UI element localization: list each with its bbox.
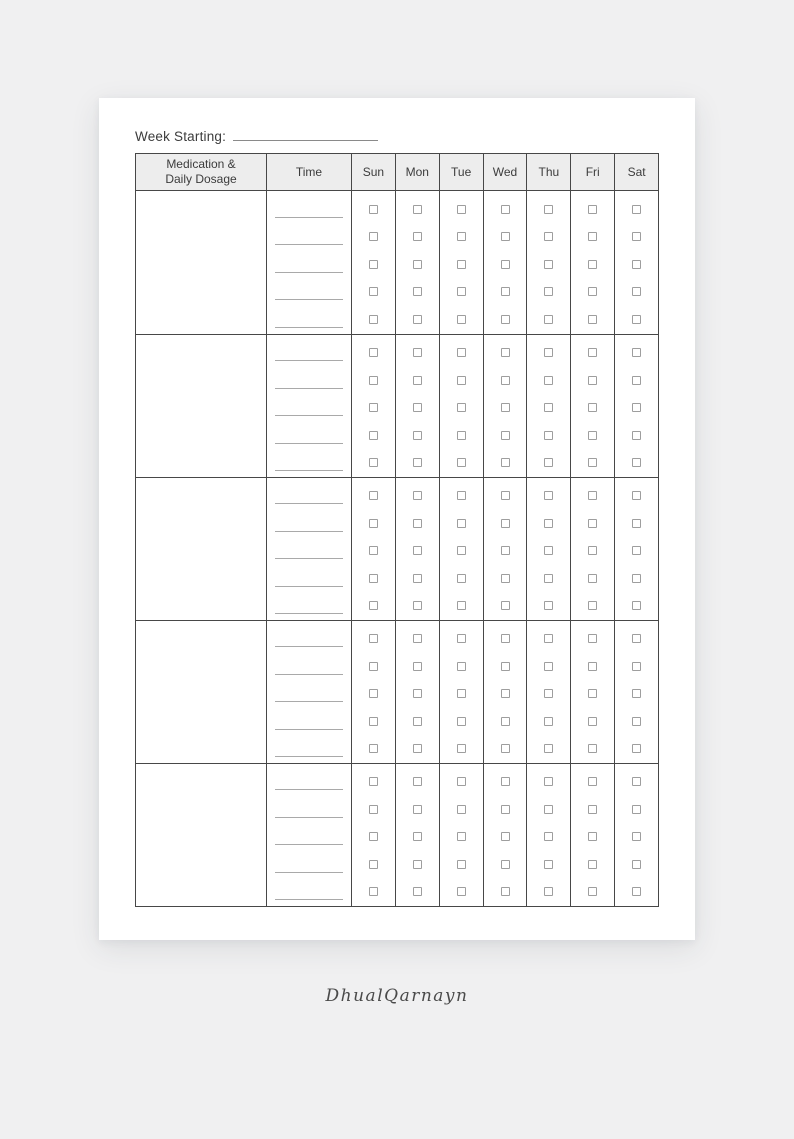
- time-entry-line[interactable]: [275, 756, 343, 757]
- time-entry-line[interactable]: [275, 299, 343, 300]
- day-column-cell: [615, 478, 658, 620]
- day-column-cell: [440, 478, 484, 620]
- dose-checkbox[interactable]: [588, 287, 597, 296]
- dose-checkbox[interactable]: [369, 574, 378, 583]
- dose-checkbox[interactable]: [588, 491, 597, 500]
- dose-checkbox[interactable]: [632, 546, 641, 555]
- day-column-cell: [484, 191, 528, 334]
- header-medication-line1: Medication &: [166, 157, 236, 171]
- time-entry-line[interactable]: [275, 844, 343, 845]
- dose-checkbox[interactable]: [544, 744, 553, 753]
- dose-checkbox[interactable]: [632, 574, 641, 583]
- dose-checkbox[interactable]: [588, 574, 597, 583]
- day-column-cell: [484, 335, 528, 477]
- dose-checkbox[interactable]: [501, 458, 510, 467]
- time-entry-line[interactable]: [275, 217, 343, 218]
- dose-checkbox[interactable]: [369, 777, 378, 786]
- dose-checkbox[interactable]: [632, 717, 641, 726]
- dose-checkbox[interactable]: [369, 634, 378, 643]
- dose-checkbox[interactable]: [413, 634, 422, 643]
- dose-checkbox[interactable]: [501, 634, 510, 643]
- dose-checkbox[interactable]: [501, 403, 510, 412]
- day-column-cell: [615, 191, 658, 334]
- dose-checkbox[interactable]: [544, 491, 553, 500]
- dose-checkbox[interactable]: [501, 860, 510, 869]
- dose-checkbox[interactable]: [544, 519, 553, 528]
- dose-checkbox[interactable]: [588, 546, 597, 555]
- dose-checkbox[interactable]: [544, 260, 553, 269]
- dose-checkbox[interactable]: [544, 601, 553, 610]
- dose-checkbox[interactable]: [369, 519, 378, 528]
- dose-checkbox[interactable]: [588, 431, 597, 440]
- dose-checkbox[interactable]: [501, 431, 510, 440]
- time-entry-line[interactable]: [275, 531, 343, 532]
- header-day-fri: Fri: [571, 154, 615, 190]
- dose-checkbox[interactable]: [588, 744, 597, 753]
- day-column-cell: [440, 764, 484, 906]
- dose-checkbox[interactable]: [501, 491, 510, 500]
- dose-checkbox[interactable]: [413, 232, 422, 241]
- dose-checkbox[interactable]: [588, 717, 597, 726]
- time-column-cell: [267, 621, 352, 763]
- dose-checkbox[interactable]: [369, 805, 378, 814]
- dose-checkbox[interactable]: [501, 689, 510, 698]
- dose-checkbox[interactable]: [413, 260, 422, 269]
- dose-checkbox[interactable]: [369, 662, 378, 671]
- dose-checkbox[interactable]: [632, 403, 641, 412]
- dose-checkbox[interactable]: [457, 403, 466, 412]
- dose-checkbox[interactable]: [457, 717, 466, 726]
- dose-checkbox[interactable]: [369, 232, 378, 241]
- dose-checkbox[interactable]: [369, 744, 378, 753]
- dose-checkbox[interactable]: [632, 205, 641, 214]
- dose-checkbox[interactable]: [544, 574, 553, 583]
- dose-checkbox[interactable]: [501, 376, 510, 385]
- dose-checkbox[interactable]: [457, 887, 466, 896]
- dose-checkbox[interactable]: [632, 689, 641, 698]
- time-entry-line[interactable]: [275, 646, 343, 647]
- day-column-cell: [396, 191, 440, 334]
- dose-checkbox[interactable]: [501, 744, 510, 753]
- day-column-cell: [352, 335, 396, 477]
- time-entry-line[interactable]: [275, 817, 343, 818]
- dose-checkbox[interactable]: [413, 376, 422, 385]
- day-column-cell: [527, 335, 571, 477]
- time-entry-line[interactable]: [275, 244, 343, 245]
- dose-checkbox[interactable]: [369, 546, 378, 555]
- dose-checkbox[interactable]: [544, 348, 553, 357]
- dose-checkbox[interactable]: [544, 805, 553, 814]
- dose-checkbox[interactable]: [632, 287, 641, 296]
- time-entry-line[interactable]: [275, 503, 343, 504]
- day-column-cell: [527, 764, 571, 906]
- header-day-sun: Sun: [352, 154, 396, 190]
- dose-checkbox[interactable]: [457, 601, 466, 610]
- dose-checkbox[interactable]: [544, 403, 553, 412]
- dose-checkbox[interactable]: [544, 287, 553, 296]
- dose-checkbox[interactable]: [369, 315, 378, 324]
- dose-checkbox[interactable]: [632, 315, 641, 324]
- medication-name-cell[interactable]: [136, 191, 267, 334]
- medication-block: [136, 620, 658, 763]
- time-column-cell: [267, 478, 352, 620]
- dose-checkbox[interactable]: [457, 491, 466, 500]
- header-day-thu: Thu: [527, 154, 571, 190]
- day-column-cell: [352, 621, 396, 763]
- dose-checkbox[interactable]: [588, 348, 597, 357]
- dose-checkbox[interactable]: [413, 887, 422, 896]
- dose-checkbox[interactable]: [457, 458, 466, 467]
- dose-checkbox[interactable]: [457, 662, 466, 671]
- time-entry-line[interactable]: [275, 674, 343, 675]
- dose-checkbox[interactable]: [501, 260, 510, 269]
- day-column-cell: [396, 478, 440, 620]
- dose-checkbox[interactable]: [632, 491, 641, 500]
- dose-checkbox[interactable]: [588, 458, 597, 467]
- dose-checkbox[interactable]: [413, 805, 422, 814]
- day-column-cell: [396, 335, 440, 477]
- dose-checkbox[interactable]: [632, 260, 641, 269]
- time-entry-line[interactable]: [275, 899, 343, 900]
- header-day-sat: Sat: [627, 164, 646, 179]
- time-entry-line[interactable]: [275, 789, 343, 790]
- dose-checkbox[interactable]: [544, 205, 553, 214]
- dose-checkbox[interactable]: [544, 232, 553, 241]
- dose-checkbox[interactable]: [632, 348, 641, 357]
- dose-checkbox[interactable]: [588, 689, 597, 698]
- dose-checkbox[interactable]: [632, 662, 641, 671]
- time-entry-line[interactable]: [275, 388, 343, 389]
- time-entry-line[interactable]: [275, 470, 343, 471]
- day-column-cell: [440, 335, 484, 477]
- day-column-cell: [615, 335, 658, 477]
- day-column-cell: [571, 764, 615, 906]
- dose-checkbox[interactable]: [501, 777, 510, 786]
- dose-checkbox[interactable]: [632, 601, 641, 610]
- day-column-cell: [615, 764, 658, 906]
- dose-checkbox[interactable]: [588, 519, 597, 528]
- dose-checkbox[interactable]: [369, 376, 378, 385]
- dose-checkbox[interactable]: [369, 887, 378, 896]
- tracker-page: [99, 98, 695, 940]
- dose-checkbox[interactable]: [544, 777, 553, 786]
- dose-checkbox[interactable]: [632, 805, 641, 814]
- dose-checkbox[interactable]: [588, 232, 597, 241]
- day-column-cell: [440, 191, 484, 334]
- dose-checkbox[interactable]: [369, 458, 378, 467]
- header-day-wed: Wed: [484, 154, 528, 190]
- medication-tracker-table: [135, 153, 659, 907]
- dose-checkbox[interactable]: [457, 744, 466, 753]
- dose-checkbox[interactable]: [588, 205, 597, 214]
- dose-checkbox[interactable]: [413, 689, 422, 698]
- dose-checkbox[interactable]: [501, 287, 510, 296]
- dose-checkbox[interactable]: [501, 574, 510, 583]
- dose-checkbox[interactable]: [413, 491, 422, 500]
- dose-checkbox[interactable]: [369, 348, 378, 357]
- day-column-cell: [527, 478, 571, 620]
- dose-checkbox[interactable]: [369, 287, 378, 296]
- time-entry-line[interactable]: [275, 872, 343, 873]
- time-entry-line[interactable]: [275, 701, 343, 702]
- dose-checkbox[interactable]: [632, 832, 641, 841]
- dose-checkbox[interactable]: [413, 717, 422, 726]
- dose-checkbox[interactable]: [501, 717, 510, 726]
- dose-checkbox[interactable]: [588, 777, 597, 786]
- time-entry-line[interactable]: [275, 729, 343, 730]
- dose-checkbox[interactable]: [413, 601, 422, 610]
- dose-checkbox[interactable]: [457, 634, 466, 643]
- dose-checkbox[interactable]: [501, 832, 510, 841]
- dose-checkbox[interactable]: [369, 205, 378, 214]
- header-day-tue: Tue: [440, 154, 484, 190]
- dose-checkbox[interactable]: [588, 860, 597, 869]
- dose-checkbox[interactable]: [369, 717, 378, 726]
- dose-checkbox[interactable]: [588, 634, 597, 643]
- dose-checkbox[interactable]: [369, 601, 378, 610]
- medication-name-cell[interactable]: [136, 621, 267, 763]
- medication-name-cell[interactable]: [136, 764, 267, 906]
- dose-checkbox[interactable]: [413, 662, 422, 671]
- time-entry-line[interactable]: [275, 360, 343, 361]
- dose-checkbox[interactable]: [457, 431, 466, 440]
- signature-text: DhualQarnayn: [325, 986, 469, 1006]
- header-day-mon: Mon: [396, 154, 440, 190]
- dose-checkbox[interactable]: [632, 634, 641, 643]
- medication-block: [136, 477, 658, 620]
- time-entry-line[interactable]: [275, 272, 343, 273]
- dose-checkbox[interactable]: [632, 232, 641, 241]
- dose-checkbox[interactable]: [588, 403, 597, 412]
- medication-block: [136, 763, 658, 906]
- medication-block: [136, 191, 658, 334]
- time-entry-line[interactable]: [275, 443, 343, 444]
- day-column-cell: [352, 478, 396, 620]
- dose-checkbox[interactable]: [544, 315, 553, 324]
- day-column-cell: [396, 621, 440, 763]
- dose-checkbox[interactable]: [632, 458, 641, 467]
- dose-checkbox[interactable]: [544, 546, 553, 555]
- dose-checkbox[interactable]: [632, 376, 641, 385]
- dose-checkbox[interactable]: [369, 403, 378, 412]
- time-column-cell: [267, 191, 352, 334]
- time-column-cell: [267, 764, 352, 906]
- header-medication-dosage: [136, 154, 267, 190]
- day-column-cell: [396, 764, 440, 906]
- day-column-cell: [527, 621, 571, 763]
- table-header-row: [136, 154, 658, 191]
- day-column-cell: [571, 621, 615, 763]
- dose-checkbox[interactable]: [413, 574, 422, 583]
- dose-checkbox[interactable]: [544, 376, 553, 385]
- dose-checkbox[interactable]: [413, 205, 422, 214]
- time-entry-line[interactable]: [275, 327, 343, 328]
- dose-checkbox[interactable]: [588, 662, 597, 671]
- dose-checkbox[interactable]: [632, 887, 641, 896]
- day-column-cell: [440, 621, 484, 763]
- time-column-cell: [267, 335, 352, 477]
- dose-checkbox[interactable]: [501, 805, 510, 814]
- table-body: [136, 191, 658, 906]
- dose-checkbox[interactable]: [413, 860, 422, 869]
- day-column-cell: [615, 621, 658, 763]
- dose-checkbox[interactable]: [544, 662, 553, 671]
- dose-checkbox[interactable]: [544, 431, 553, 440]
- medication-name-cell[interactable]: [136, 335, 267, 477]
- dose-checkbox[interactable]: [501, 315, 510, 324]
- dose-checkbox[interactable]: [413, 287, 422, 296]
- dose-checkbox[interactable]: [457, 260, 466, 269]
- dose-checkbox[interactable]: [501, 519, 510, 528]
- dose-checkbox[interactable]: [501, 662, 510, 671]
- dose-checkbox[interactable]: [413, 348, 422, 357]
- dose-checkbox[interactable]: [501, 546, 510, 555]
- day-column-cell: [484, 621, 528, 763]
- day-column-cell: [571, 478, 615, 620]
- dose-checkbox[interactable]: [369, 860, 378, 869]
- dose-checkbox[interactable]: [632, 519, 641, 528]
- dose-checkbox[interactable]: [369, 431, 378, 440]
- dose-checkbox[interactable]: [544, 860, 553, 869]
- dose-checkbox[interactable]: [588, 260, 597, 269]
- header-time: Time: [267, 154, 352, 190]
- week-starting-input-line[interactable]: [233, 129, 378, 141]
- day-column-cell: [571, 191, 615, 334]
- dose-checkbox[interactable]: [413, 458, 422, 467]
- medication-name-cell[interactable]: [136, 478, 267, 620]
- dose-checkbox[interactable]: [501, 348, 510, 357]
- dose-checkbox[interactable]: [588, 887, 597, 896]
- dose-checkbox[interactable]: [369, 491, 378, 500]
- dose-checkbox[interactable]: [588, 832, 597, 841]
- dose-checkbox[interactable]: [632, 744, 641, 753]
- dose-checkbox[interactable]: [544, 689, 553, 698]
- dose-checkbox[interactable]: [501, 601, 510, 610]
- dose-checkbox[interactable]: [457, 777, 466, 786]
- dose-checkbox[interactable]: [544, 887, 553, 896]
- dose-checkbox[interactable]: [457, 546, 466, 555]
- dose-checkbox[interactable]: [501, 232, 510, 241]
- day-column-cell: [352, 764, 396, 906]
- dose-checkbox[interactable]: [457, 232, 466, 241]
- dose-checkbox[interactable]: [501, 205, 510, 214]
- dose-checkbox[interactable]: [413, 777, 422, 786]
- dose-checkbox[interactable]: [501, 887, 510, 896]
- dose-checkbox[interactable]: [457, 287, 466, 296]
- dose-checkbox[interactable]: [457, 689, 466, 698]
- dose-checkbox[interactable]: [457, 205, 466, 214]
- dose-checkbox[interactable]: [413, 403, 422, 412]
- time-entry-line[interactable]: [275, 415, 343, 416]
- time-entry-line[interactable]: [275, 586, 343, 587]
- header-medication-line2: Daily Dosage: [165, 172, 237, 186]
- dose-checkbox[interactable]: [588, 805, 597, 814]
- dose-checkbox[interactable]: [544, 832, 553, 841]
- dose-checkbox[interactable]: [369, 832, 378, 841]
- dose-checkbox[interactable]: [369, 260, 378, 269]
- day-column-cell: [352, 191, 396, 334]
- day-column-cell: [484, 764, 528, 906]
- dose-checkbox[interactable]: [457, 860, 466, 869]
- time-entry-line[interactable]: [275, 613, 343, 614]
- dose-checkbox[interactable]: [457, 805, 466, 814]
- day-column-cell: [527, 191, 571, 334]
- dose-checkbox[interactable]: [413, 744, 422, 753]
- dose-checkbox[interactable]: [369, 689, 378, 698]
- dose-checkbox[interactable]: [457, 315, 466, 324]
- medication-block: [136, 334, 658, 477]
- dose-checkbox[interactable]: [588, 315, 597, 324]
- dose-checkbox[interactable]: [544, 458, 553, 467]
- dose-checkbox[interactable]: [413, 519, 422, 528]
- dose-checkbox[interactable]: [632, 777, 641, 786]
- week-starting-label: Week Starting:: [135, 129, 227, 144]
- dose-checkbox[interactable]: [457, 832, 466, 841]
- dose-checkbox[interactable]: [457, 376, 466, 385]
- dose-checkbox[interactable]: [544, 717, 553, 726]
- week-starting-row: [135, 129, 659, 146]
- dose-checkbox[interactable]: [632, 860, 641, 869]
- dose-checkbox[interactable]: [457, 574, 466, 583]
- dose-checkbox[interactable]: [457, 348, 466, 357]
- day-column-cell: [571, 335, 615, 477]
- dose-checkbox[interactable]: [413, 431, 422, 440]
- dose-checkbox[interactable]: [588, 601, 597, 610]
- dose-checkbox[interactable]: [413, 832, 422, 841]
- dose-checkbox[interactable]: [413, 315, 422, 324]
- day-column-cell: [484, 478, 528, 620]
- dose-checkbox[interactable]: [632, 431, 641, 440]
- time-entry-line[interactable]: [275, 558, 343, 559]
- dose-checkbox[interactable]: [544, 634, 553, 643]
- dose-checkbox[interactable]: [457, 519, 466, 528]
- dose-checkbox[interactable]: [413, 546, 422, 555]
- dose-checkbox[interactable]: [588, 376, 597, 385]
